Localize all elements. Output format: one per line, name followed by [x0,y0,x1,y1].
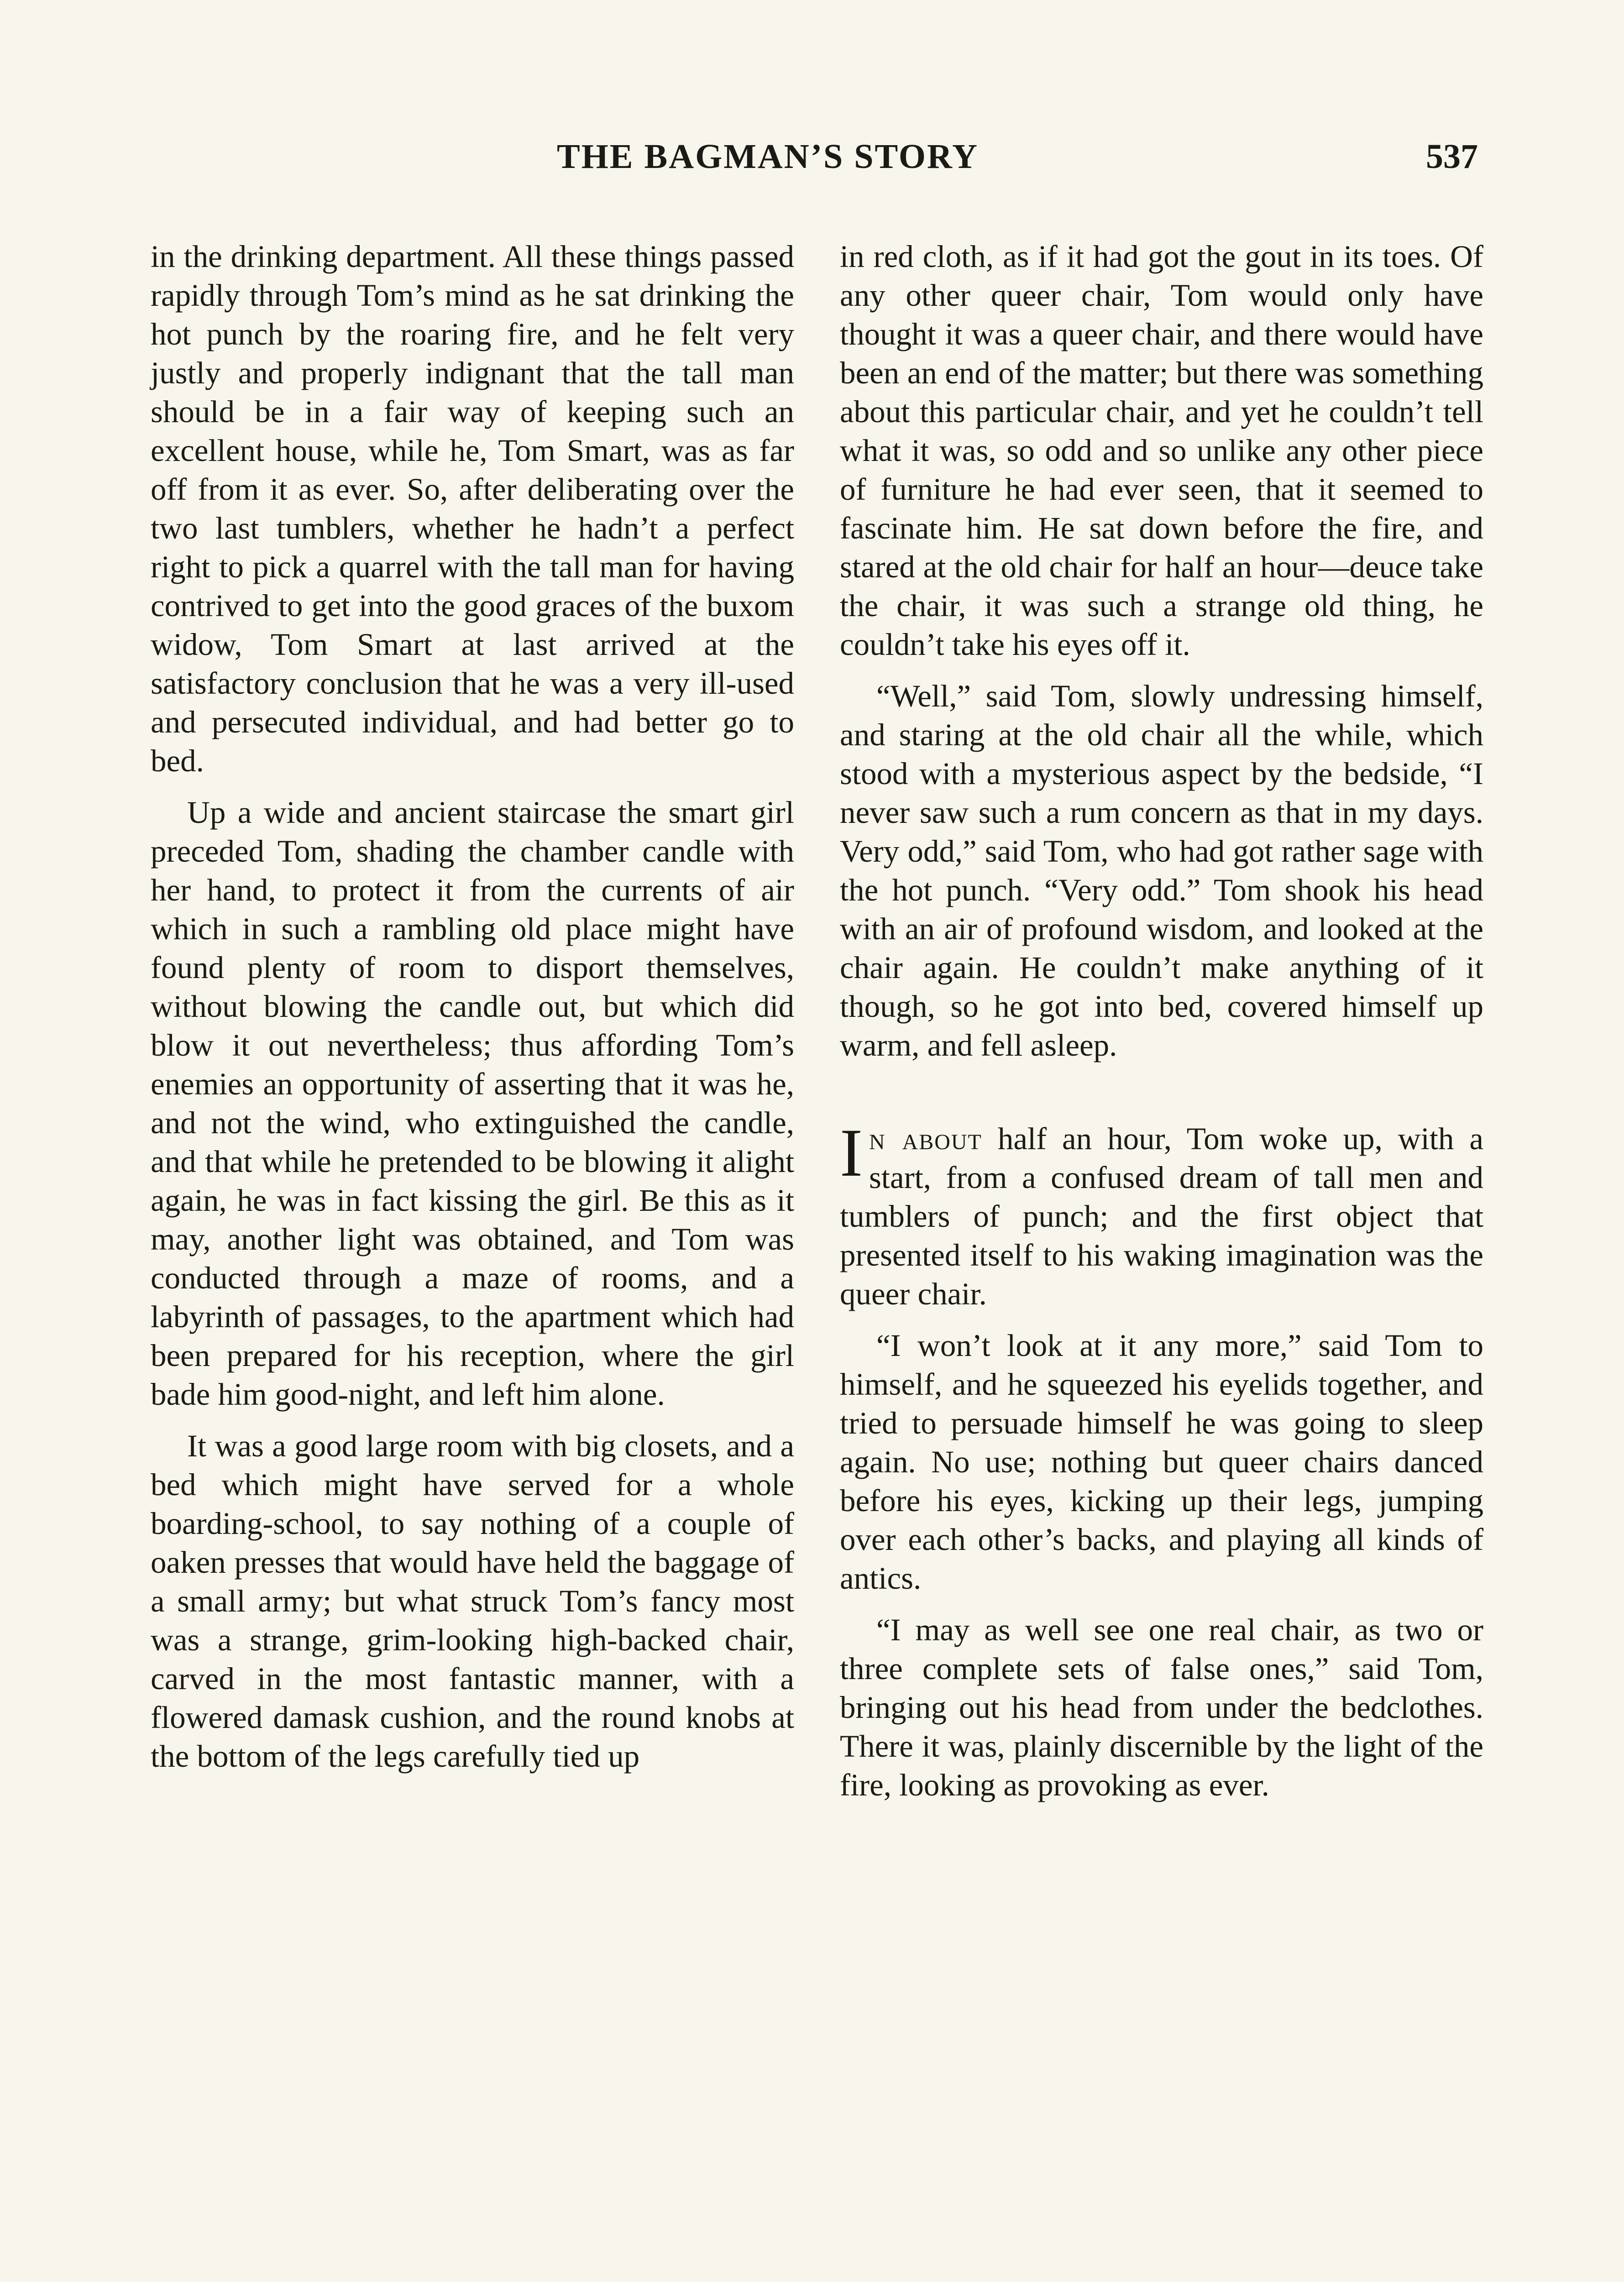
paragraph: “Well,” said Tom, slowly undressing himself, and staring at the old chair all the while, which stood with a mysterious aspect by the bedside, “I never saw such a rum concern as that in my days. Very odd,” said Tom, who had got rather sage with the hot punch. “Very odd.” Tom shook his head with an air of profound wisdom, and looked at the chair again. He couldn’t make anything of it though, so he got into bed, covered himself up warm, and fell asleep. [840,679,1483,1062]
paragraph: It was a good large room with big closets, and a bed which might have served for a whole boarding-school, to say nothing of a couple of oaken presses that would have held the baggage of a small army; but what struck Tom’s fancy most was a strange, grim-looking high-backed chair, carved in the most fantastic manner, with a flowered damask cushion, and the round knobs at the bottom of the legs carefully tied up [151,1429,794,1774]
small-caps-lead: n about [869,1121,982,1156]
page-number: 537 [1426,137,1478,176]
paragraph: in red cloth, as if it had got the gout in its toes. Of any other queer chair, Tom would only have thought it was a queer chair, and there would have been an end of the matter; but there was something about this particular chair, and yet he couldn’t tell what it was, so odd and so unlike any other piece of furniture he had ever seen, that it seemed to fascinate him. He sat down before the fire, and stared at the old chair for half an hour—deuce take the chair, it was such a strange old thing, he couldn’t take his eyes off it. [840,239,1483,662]
paragraph: “I won’t look at it any more,” said Tom to himself, and he squeezed his eyelids together, and tried to persuade himself he was going to sleep again. No use; nothing but queer chairs danced before his eyes, kicking up their legs, jumping over each other’s backs, and playing all kinds of antics. [840,1328,1483,1596]
paragraph: Up a wide and ancient staircase the smart girl preceded Tom, shading the chamber candle with her hand, to protect it from the currents of air which in such a rambling old place might have found plenty of room to disport themselves, without blowing the candle out, but which did blow it out nevertheless; thus affording Tom’s enemies an opportunity of asserting that it was he, and not the wind, who extinguished the candle, and that while he pretended to be blowing it alight again, he was in fact kissing the girl. Be this as it may, another light was obtained, and Tom was conducted through a maze of rooms, and a labyrinth of passages, to the apartment which had been prepared for his reception, where the girl bade him good-night, and left him alone. [151,795,794,1412]
paragraph: in the drinking department. All these things passed rapidly through Tom’s mind as he sat drinking the hot punch by the roaring fire, and he felt very justly and properly indignant that the tall man should be in a fair way of keeping such an excellent house, while he, Tom Smart, was as far off from it as ever. So, after deliberating over the two last tumblers, whether he hadn’t a perfect right to pick a quarrel with the tall man for having contrived to get into the good graces of the buxom widow, Tom Smart at last arrived at the satisfactory conclusion that he was a very ill-used and persecuted individual, and had better go to bed. [151,239,794,778]
paragraph-text: half an hour, Tom woke up, with a start, from a confused dream of tall men and tumblers of punch; and the first object that presented itself to his waking imagination was the queer chair. [840,1121,1483,1311]
section-start-paragraph [840,1115,1483,1314]
drop-cap: I [840,1115,863,1191]
running-title: THE BAGMAN’S STORY [557,137,979,176]
paragraph: “I may as well see one real chair, as two or three complete sets of false ones,” said Tom, bringing out his head from under the bedclothes. There it was, plainly discernible by the light of the fire, looking as provoking as ever. [840,1612,1483,1802]
left-column [151,237,794,1789]
right-column [840,237,1483,1817]
